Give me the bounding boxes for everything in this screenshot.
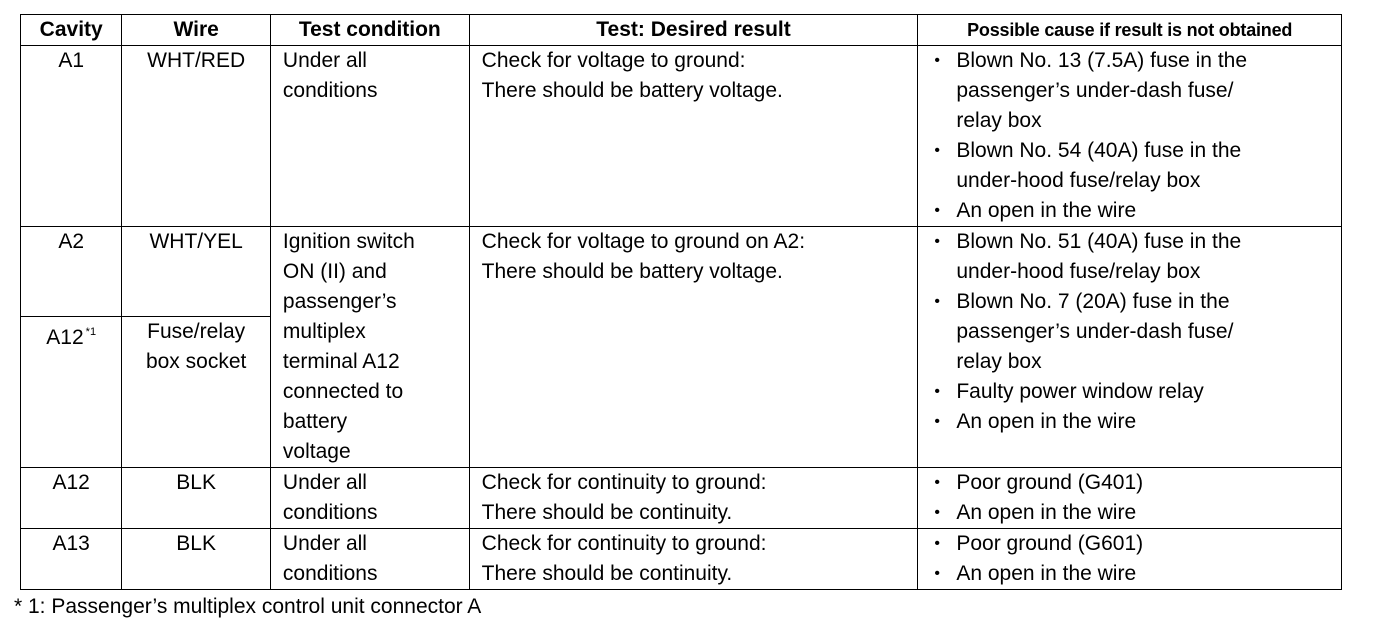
cause-item bbox=[932, 377, 1341, 407]
result-line: There should be battery voltage. bbox=[481, 260, 783, 283]
result-line: Check for voltage to ground on A2: bbox=[481, 230, 806, 253]
wire-cell: WHT/RED bbox=[122, 46, 271, 227]
cause-line: relay box bbox=[956, 109, 1042, 132]
condition-line: ON (II) and bbox=[282, 260, 387, 283]
header-possible-cause: Possible cause if result is not obtained bbox=[918, 15, 1342, 46]
cause-cell bbox=[918, 227, 1342, 468]
header-cavity: Cavity bbox=[21, 15, 122, 46]
result-cell bbox=[469, 529, 918, 590]
table-row bbox=[21, 227, 1342, 317]
condition-line: multiplex bbox=[282, 320, 366, 343]
header-wire: Wire bbox=[122, 15, 271, 46]
cause-line: • An open in the wire bbox=[956, 410, 1137, 433]
result-cell bbox=[469, 468, 918, 529]
cause-line: • Blown No. 13 (7.5A) fuse in the bbox=[956, 49, 1248, 72]
condition-line: terminal A12 bbox=[282, 350, 400, 373]
condition-line: Under all bbox=[282, 49, 367, 72]
cause-item bbox=[932, 407, 1341, 437]
cause-item bbox=[932, 136, 1341, 196]
condition-line: connected to bbox=[282, 380, 404, 403]
wire-line: box socket bbox=[145, 350, 247, 374]
result-line: Check for continuity to ground: bbox=[481, 532, 767, 555]
cause-line: • Blown No. 7 (20A) fuse in the bbox=[956, 290, 1230, 313]
cause-item bbox=[932, 196, 1341, 226]
wire-cell bbox=[122, 317, 271, 468]
cause-item: • An open in the wire bbox=[932, 498, 1341, 528]
condition-line: conditions bbox=[282, 501, 378, 524]
condition-cell bbox=[270, 227, 469, 468]
cause-line: • Blown No. 54 (40A) fuse in the bbox=[956, 139, 1242, 162]
cause-cell bbox=[918, 468, 1342, 529]
result-line: There should be continuity. bbox=[481, 501, 733, 524]
cause-line: • Faulty power window relay bbox=[956, 380, 1204, 403]
cause-item bbox=[932, 227, 1341, 287]
condition-cell bbox=[270, 468, 469, 529]
table-row bbox=[21, 529, 1342, 590]
cause-line: under-hood fuse/relay box bbox=[956, 260, 1201, 283]
condition-line: Under all bbox=[282, 532, 367, 555]
connector-test-table bbox=[20, 14, 1342, 590]
result-line: Check for continuity to ground: bbox=[481, 471, 767, 494]
cause-line: under-hood fuse/relay box bbox=[956, 169, 1201, 192]
result-cell bbox=[469, 46, 918, 227]
cavity-cell bbox=[21, 317, 122, 468]
cavity-label: A12 bbox=[46, 326, 84, 350]
header-desired-result: Test: Desired result bbox=[469, 15, 918, 46]
wire-cell: BLK bbox=[122, 529, 271, 590]
footnote-marker: *1 bbox=[85, 326, 97, 339]
cause-cell bbox=[918, 529, 1342, 590]
cause-cell bbox=[918, 46, 1342, 227]
result-line: There should be continuity. bbox=[481, 562, 733, 585]
cavity-cell: A13 bbox=[21, 529, 122, 590]
cause-line: • An open in the wire bbox=[956, 199, 1137, 222]
cause-line: relay box bbox=[956, 350, 1042, 373]
cause-item bbox=[932, 46, 1341, 136]
footnote: * 1: Passenger’s multiplex control unit connector A bbox=[14, 595, 482, 618]
result-line: There should be battery voltage. bbox=[481, 79, 783, 102]
table-row bbox=[21, 46, 1342, 227]
cause-item: • An open in the wire bbox=[932, 559, 1341, 589]
wire-line: Fuse/relay bbox=[147, 320, 246, 344]
condition-line: conditions bbox=[282, 562, 378, 585]
condition-line: voltage bbox=[282, 440, 351, 463]
condition-cell bbox=[270, 529, 469, 590]
condition-line: Under all bbox=[282, 471, 367, 494]
header-row bbox=[21, 15, 1342, 46]
condition-line: Ignition switch bbox=[282, 230, 415, 253]
header-test-condition: Test condition bbox=[270, 15, 469, 46]
table-row bbox=[21, 468, 1342, 529]
condition-cell bbox=[270, 46, 469, 227]
result-cell bbox=[469, 227, 918, 468]
cavity-cell: A12 bbox=[21, 468, 122, 529]
cause-line: passenger’s under-dash fuse/ bbox=[956, 79, 1234, 102]
cause-line: • Blown No. 51 (40A) fuse in the bbox=[956, 230, 1242, 253]
cavity-cell: A1 bbox=[21, 46, 122, 227]
result-line: Check for voltage to ground: bbox=[481, 49, 746, 72]
wire-cell: WHT/YEL bbox=[122, 227, 271, 317]
condition-line: battery bbox=[282, 410, 348, 433]
wire-cell: BLK bbox=[122, 468, 271, 529]
cause-line: passenger’s under-dash fuse/ bbox=[956, 320, 1234, 343]
cause-item bbox=[932, 287, 1341, 377]
condition-line: conditions bbox=[282, 79, 378, 102]
condition-line: passenger’s bbox=[282, 290, 397, 313]
cause-item: • Poor ground (G401) bbox=[932, 468, 1341, 498]
cause-item: • Poor ground (G601) bbox=[932, 529, 1341, 559]
cavity-cell: A2 bbox=[21, 227, 122, 317]
